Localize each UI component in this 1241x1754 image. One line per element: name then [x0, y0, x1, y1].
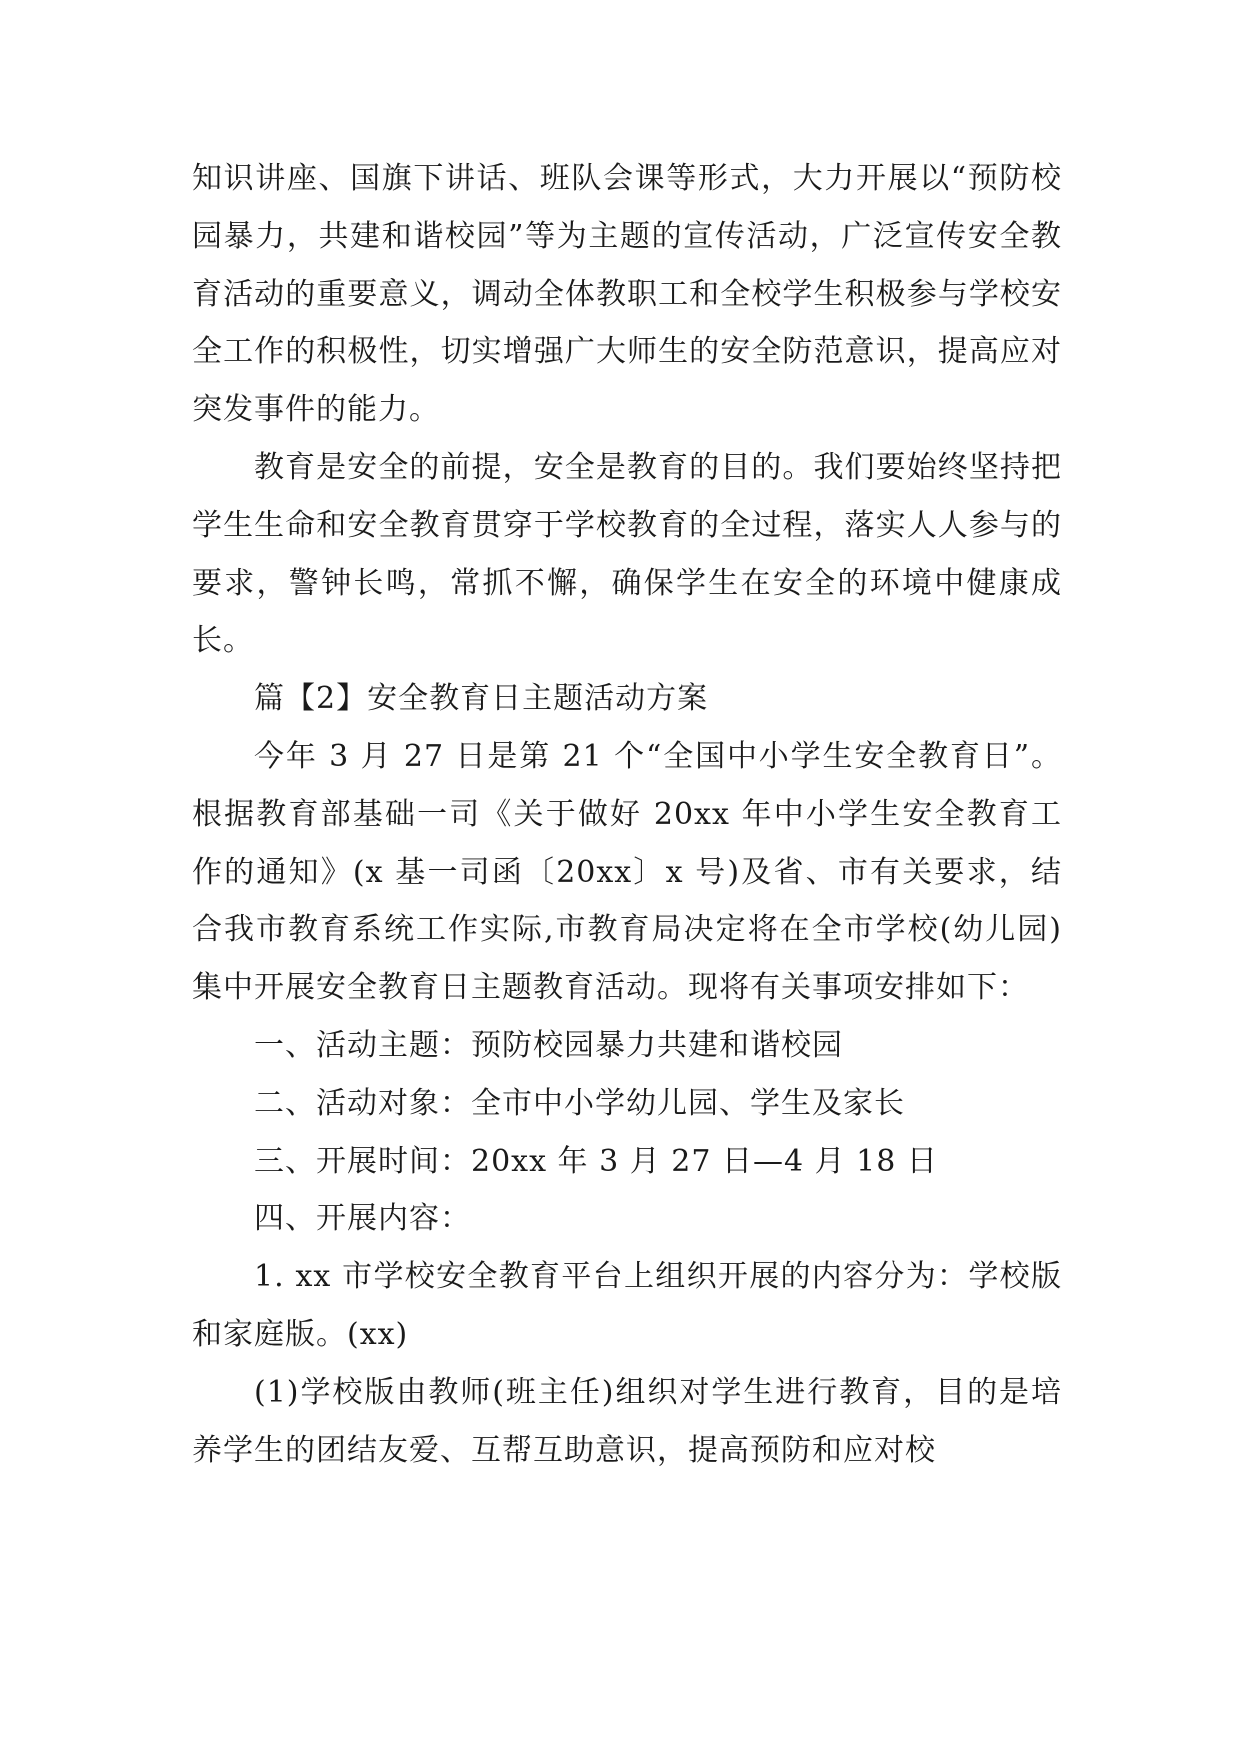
- item-content-1-sub-1: (1)学校版由教师(班主任)组织对学生进行教育，目的是培养学生的团结友爱、互帮互助意识，提高预防和应对校: [192, 1374, 1062, 1468]
- section-heading-article-2: 篇【2】安全教育日主题活动方案: [254, 681, 709, 717]
- item-content-1: 1. xx 市学校安全教育平台上组织开展的内容分为：学校版和家庭版。(xx): [192, 1259, 1062, 1352]
- item-activity-content-heading: 四、开展内容：: [254, 1201, 471, 1237]
- item-activity-time: 三、开展时间：20xx 年 3 月 27 日—4 月 18 日: [254, 1143, 938, 1179]
- paragraph-announcement: 今年 3 月 27 日是第 21 个“全国中小学生安全教育日”。根据教育部基础一司《关于做好 20xx 年中小学生安全教育工作的通知》(x 基一司函〔20xx〕x 号)及省、市有关要求，结合我市教育系统工作实际,市教育局决定将在全市学校(幼儿园)集中开展安全教育日主题教育活动。现将有关事项安排如下：: [192, 738, 1062, 1006]
- document-body: [192, 150, 1062, 1479]
- item-activity-theme: 一、活动主题：预防校园暴力共建和谐校园: [254, 1027, 843, 1063]
- paragraph-intro-continuation: 知识讲座、国旗下讲话、班队会课等形式，大力开展以“预防校园暴力，共建和谐校园”等为主题的宣传活动，广泛宣传安全教育活动的重要意义，调动全体教职工和全校学生积极参与学校安全工作的积极性，切实增强广大师生的安全防范意识，提高应对突发事件的能力。: [192, 161, 1062, 428]
- item-activity-targets: 二、活动对象：全市中小学幼儿园、学生及家长: [254, 1085, 905, 1121]
- paragraph-education-safety: 教育是安全的前提，安全是教育的目的。我们要始终坚持把学生生命和安全教育贯穿于学校教育的全过程，落实人人参与的要求，警钟长鸣，常抓不懈，确保学生在安全的环境中健康成长。: [192, 449, 1062, 659]
